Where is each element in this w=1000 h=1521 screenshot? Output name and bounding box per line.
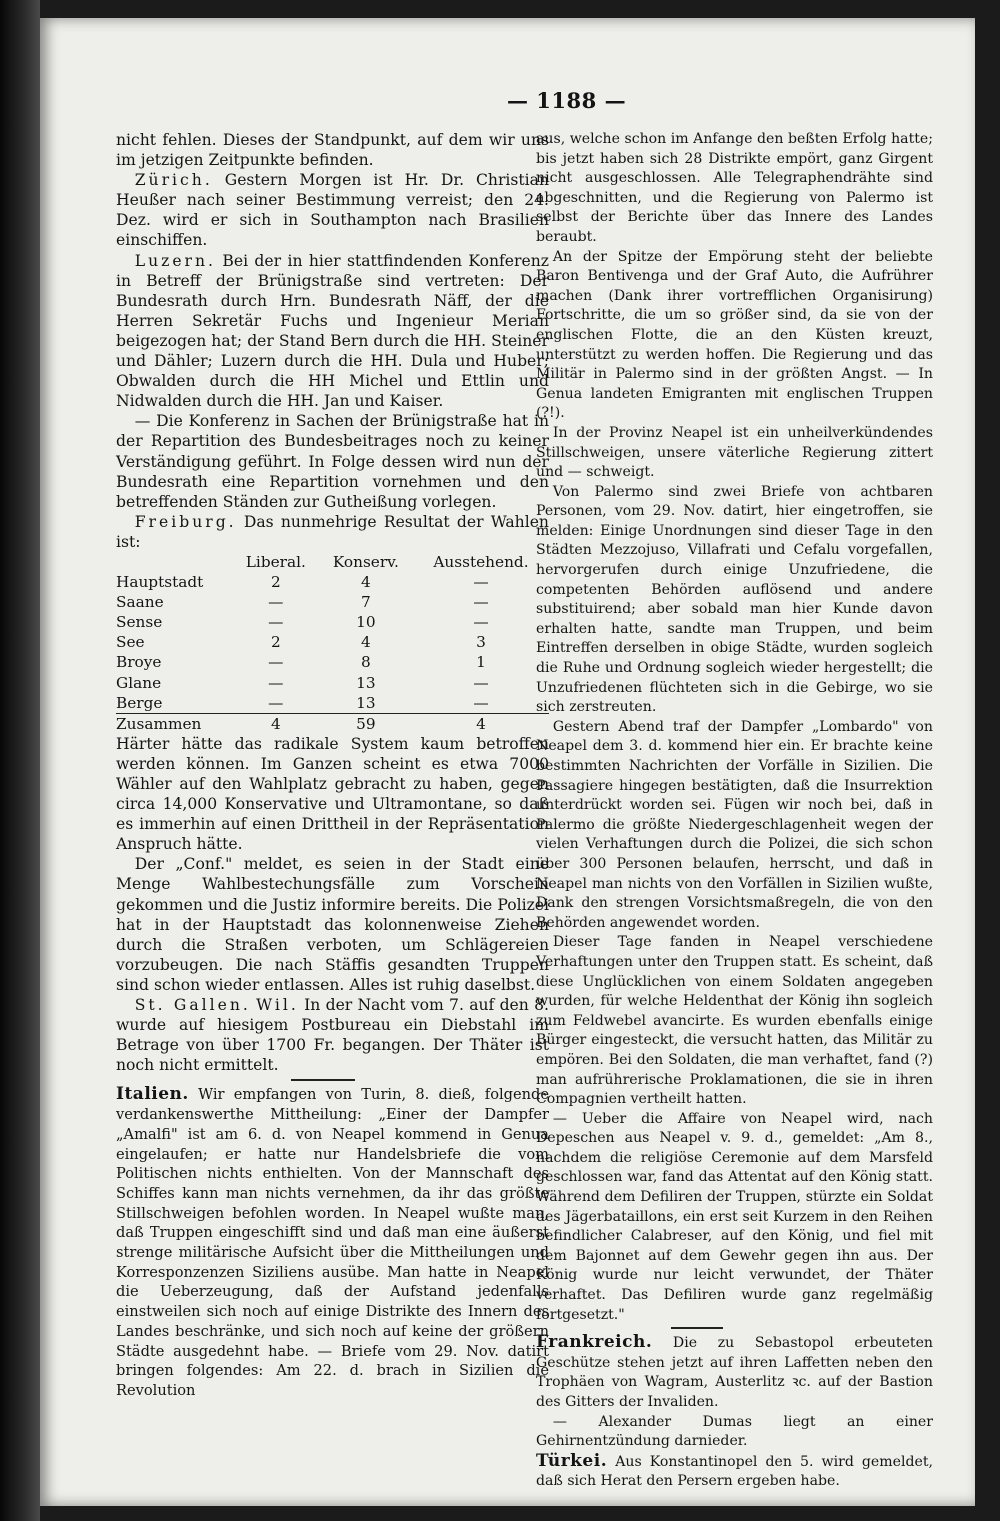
right-column [536,130,933,1492]
table-row [116,652,549,672]
heading-frankreich: Frankreich. [536,1332,653,1353]
text-zuerich: Gestern Morgen ist Hr. Dr. Christian Heußer nach seiner Bestimmung verreist; den 24. Dez. wird er sich in Southampton nach Brasilien einschiffen. [116,171,549,250]
table-cell: 8 [360,653,371,672]
table-cell: 4 [360,633,371,652]
table-cell: 2 [270,633,281,652]
place-st-gallen: St. Gallen. [134,996,251,1015]
table-row [116,693,549,714]
section-divider [291,1079,355,1081]
table-cell: 7 [360,593,371,612]
table-cell: 4 [233,713,319,734]
table-row [116,592,549,612]
heading-tuerkei: Türkei. [536,1450,608,1471]
table-row [116,572,549,592]
paragraph-lombardo: Gestern Abend traf der Dampfer „Lombardo" von Neapel dem 3. d. kommend hier ein. Er brachte keine bestimmten Nachrichten der Vorfälle in Sizilien. Die Passagiere hingegen bestätigten, daß die Insurrektion unterdrückt worden sei. Fügen wir noch bei, daß in Palermo die größte Niedergeschlagenheit wegen der vielen Verhaftungen durch die Polizei, die sich schon über 300 Personen belaufen, herrscht, und daß in Neapel man nichts von den Vorfällen in Sizilien wußte, Dank den strengen Vorsichtsmaßregeln, die von den Behörden angewendet worden. [536,718,933,931]
paragraph-dumas: — Alexander Dumas liegt an einer Gehirnentzündung darnieder. [536,1413,933,1450]
paragraph-empoerung: An der Spitze der Empörung steht der beliebte Baron Bentivenga und der Graf Auto, die Aufrührer machen (Dank ihrer vortrefflichen Organisirung) Fortschritte, die um so größer sind, da sie von der englischen Flotte, die an den Küsten kreuzt, unterstützt zu werden hoffen. Die Regierung und das Militär in Palermo sind in der größten Angst. — In Genua landeten Emigranten mit englischen Truppen (?!). [536,248,933,422]
paragraph-tuerkei [536,1452,933,1492]
text-italien: Wir empfangen von Turin, 8. dieß, folgende verdankenswerthe Mittheilung: „Einer der Dampfer „Amalfi" ist am 6. d. von Neapel kommend in Genua eingelaufen; er hatte nur Handelsbriefe die vom Politischen nichts enthielten. Von der Mannschaft des Schiffes kann man nichts vernehmen, da ihr das größte Stillschweigen befohlen worden. In Neapel wußte man, daß Truppen eingeschifft sind und daß man eine äußerst strenge militärische Aufsicht über die Mittheilungen und Korresponzenzen Siziliens ausübe. Man hatte in Neapel die Ueberzeugung, daß der Aufstand jedenfalls einstweilen sich noch auf einige Distrikte des Innern des Landes beschränke, und sich noch auf keine der größern Städte ausgedehnt habe. — Briefe vom 29. Nov. datirt bringen folgendes: Am 22. d. brach in Sizilien die Revolution [116,1086,549,1399]
paragraph-revolution: aus, welche schon im Anfange den beßten Erfolg hatte; bis jetzt haben sich 28 Distrikte empört, ganz Girgent nicht ausgeschlossen. Alle Telegraphendrähte sind abgeschnitten, und die Regierung von Palermo ist selbst der Berichte über das Innere des Landes beraubt. [536,131,933,245]
table-total-row [116,713,549,734]
table-cell: Zusammen [116,713,233,734]
table-cell: 13 [356,693,376,712]
table-cell: Saane [116,593,164,612]
paragraph-frankreich [536,1333,933,1412]
table-cell: 1 [476,653,486,672]
table-row [116,632,549,652]
table-row [116,612,549,632]
place-zuerich: Zürich. [134,171,213,190]
text-frankreich: Die zu Sebastopol erbeuteten Geschütze stehen jetzt auf ihren Laffetten neben den Trophäen von Wagram, Austerlitz ꝛc. auf der Bastion des Gitters der Invaliden. [536,1335,933,1410]
paragraph-zuerich [116,170,549,250]
paragraph-luzern [116,251,549,412]
paragraph-verhaftungen: Dieser Tage fanden in Neapel verschiedene Verhaftungen unter den Truppen statt. Es scheint, daß diese Unglücklichen von einem Soldaten angegeben wurden, für welche Heldenthat der König ihn sogleich zum Feldwebel avancirte. Es wurden ebenfalls einige Bürger eingesteckt, die versucht hatten, das Militär zu empören. Bei den Soldaten, die man verhaftet, fand (?) man aufrührerische Proklamationen, die sie in ihren Compagnien vertheilt hatten. [536,934,933,1108]
table-cell: — [268,653,284,672]
table-cell: — [268,593,284,612]
table-cell: Sense [116,613,163,632]
text-luzern: Bei der in hier stattfindenden Konferenz in Betreff der Brünigstraße sind vertreten: Der Bundesrath durch Hrn. Bundesrath Näff, der die Herren Sekretär Fuchs und Ingenieur Merian beigezogen hat; der Stand Bern durch die HH. Steiner und Dähler; Luzern durch die HH. Dula und Huber; Obwalden durch die HH Michel und Ettlin und Nidwalden durch die HH. Jan und Kaiser. [116,251,549,411]
table-cell: Glane [116,673,162,692]
text-tuerkei: Aus Konstantinopel den 5. wird gemeldet, daß sich Herat den Persern ergeben habe. [536,1453,933,1490]
paragraph-palermo-briefe: Von Palermo sind zwei Briefe von achtbaren Personen, vom 29. Nov. datirt, hier eingetroffen, sie melden: Einige Unordnungen sind dieser Tage in den Städten Mezzojuso, Villafrati und Cefalu vorgefallen, hervorgerufen durch einige Unzufriedene, die competenten Behörden auflösend und andere substituirend; aber sobald man hier Kunde davon erhalten hatte, sandte man Truppen, und beim Eintreffen derselben in obige Städte, wurden sogleich die Ruhe und Ordnung sogleich wieder hergestellt; die Unzufriedenen flüchteten sich in die Gebirge, wo sie sich zerstreuten. [536,483,933,716]
place-freiburg: Freiburg. [134,512,237,531]
table-cell: 4 [413,713,549,734]
table-cell: — [473,593,489,612]
table-row [116,673,549,693]
table-header [116,552,233,572]
table-cell: Broye [116,653,162,672]
table-cell: 4 [360,573,371,592]
page-number: — 1188 — [507,88,627,113]
table-cell: — [268,673,284,692]
table-header: Konserv. [332,552,399,571]
table-cell: — [473,693,489,712]
heading-italien: Italien. [116,1084,189,1105]
table-cell: 2 [270,573,281,592]
table-header-row [116,552,549,572]
paragraph-affaire-neapel: — Ueber die Affaire von Neapel wird, nach Depeschen aus Neapel v. 9. d., gemeldet: „Am 8., nachdem die religiöse Ceremonie auf dem Marsfeld geschlossen war, fand das Attentat auf den König statt. Während dem Defiliren der Truppen, stürzte ein Soldat des Jägerbataillons, ein erst seit Kurzem in den Reihen befindlicher Calabreser, auf den König, und fiel mit dem Bajonnet auf dem Gewehr gegen ihn aus. Der König wurde nur leicht verwundet, der Thäter verhaftet. Das Defiliren wurde ganz regelmäßig fortgesetzt." [536,1110,933,1323]
left-column [116,130,549,1401]
place-wil: Wil. [256,996,299,1015]
table-cell: 3 [476,633,486,652]
text-freiburg: Das nunmehrige Resultat der Wahlen ist: [116,512,549,551]
table-cell: 59 [319,713,413,734]
table-cell: 13 [356,673,376,692]
paragraph-freiburg [116,512,549,552]
paragraph-conf: Der „Conf." meldet, es seien in der Stadt eine Menge Wahlbestechungsfälle zum Vorschein gekommen und die Justiz informire bereits. Die Polizei hat in der Hauptstadt das kolonnenweise Ziehen durch die Straßen verboten, um Schlägereien vorzubeugen. Die nach Stäffis gesandten Truppen sind schon wieder entlassen. Alles ist ruhig daselbst. [116,855,549,994]
section-divider [671,1327,723,1329]
table-header: Ausstehend. [433,552,529,571]
book-binding-shadow [0,0,40,1521]
table-cell: — [268,693,284,712]
paragraph-standpunkt: nicht fehlen. Dieses der Standpunkt, auf dem wir uns im jetzigen Zeitpunkte befinden. [116,131,549,170]
table-cell: Berge [116,693,163,712]
paragraph-provinz-neapel: In der Provinz Neapel ist ein unheilverkündendes Stillschweigen, unsere väterliche Regierung zittert und — schweigt. [536,424,933,481]
paragraph-italien [116,1085,549,1400]
table-cell: Hauptstadt [116,573,204,592]
table-cell: — [473,613,489,632]
table-cell: — [268,613,284,632]
place-luzern: Luzern. [134,251,217,270]
table-cell: See [116,633,145,652]
election-results-table [116,552,549,734]
paragraph-st-gallen [116,995,549,1075]
paragraph-haerter: Härter hätte das radikale System kaum betroffen werden können. Im Ganzen scheint es etwa 7000 Wähler auf den Wahlplatz gebracht zu haben, gegen circa 14,000 Konservative und Ultramontane, so daß es immerhin auf einen Drittheil in der Repräsentation Anspruch hätte. [116,734,549,854]
newspaper-page [40,18,975,1506]
text-st-gallen: In der Nacht vom 7. auf den 8. wurde auf hiesigem Postbureau ein Diebstahl im Betrage von über 1700 Fr. begangen. Der Thäter ist noch nicht ermittelt. [116,996,549,1075]
table-cell: 10 [356,613,376,632]
table-cell: — [473,573,489,592]
table-cell: — [473,673,489,692]
paragraph-konferenz: — Die Konferenz in Sachen der Brünigstraße hat in der Repartition des Bundesbeitrages noch zu keiner Verständigung geführt. In Folge dessen wird nun der Bundesrath eine Repartition vornehmen und den betreffenden Ständen zur Gutheißung vorlegen. [116,412,549,511]
table-header: Liberal. [245,552,306,571]
